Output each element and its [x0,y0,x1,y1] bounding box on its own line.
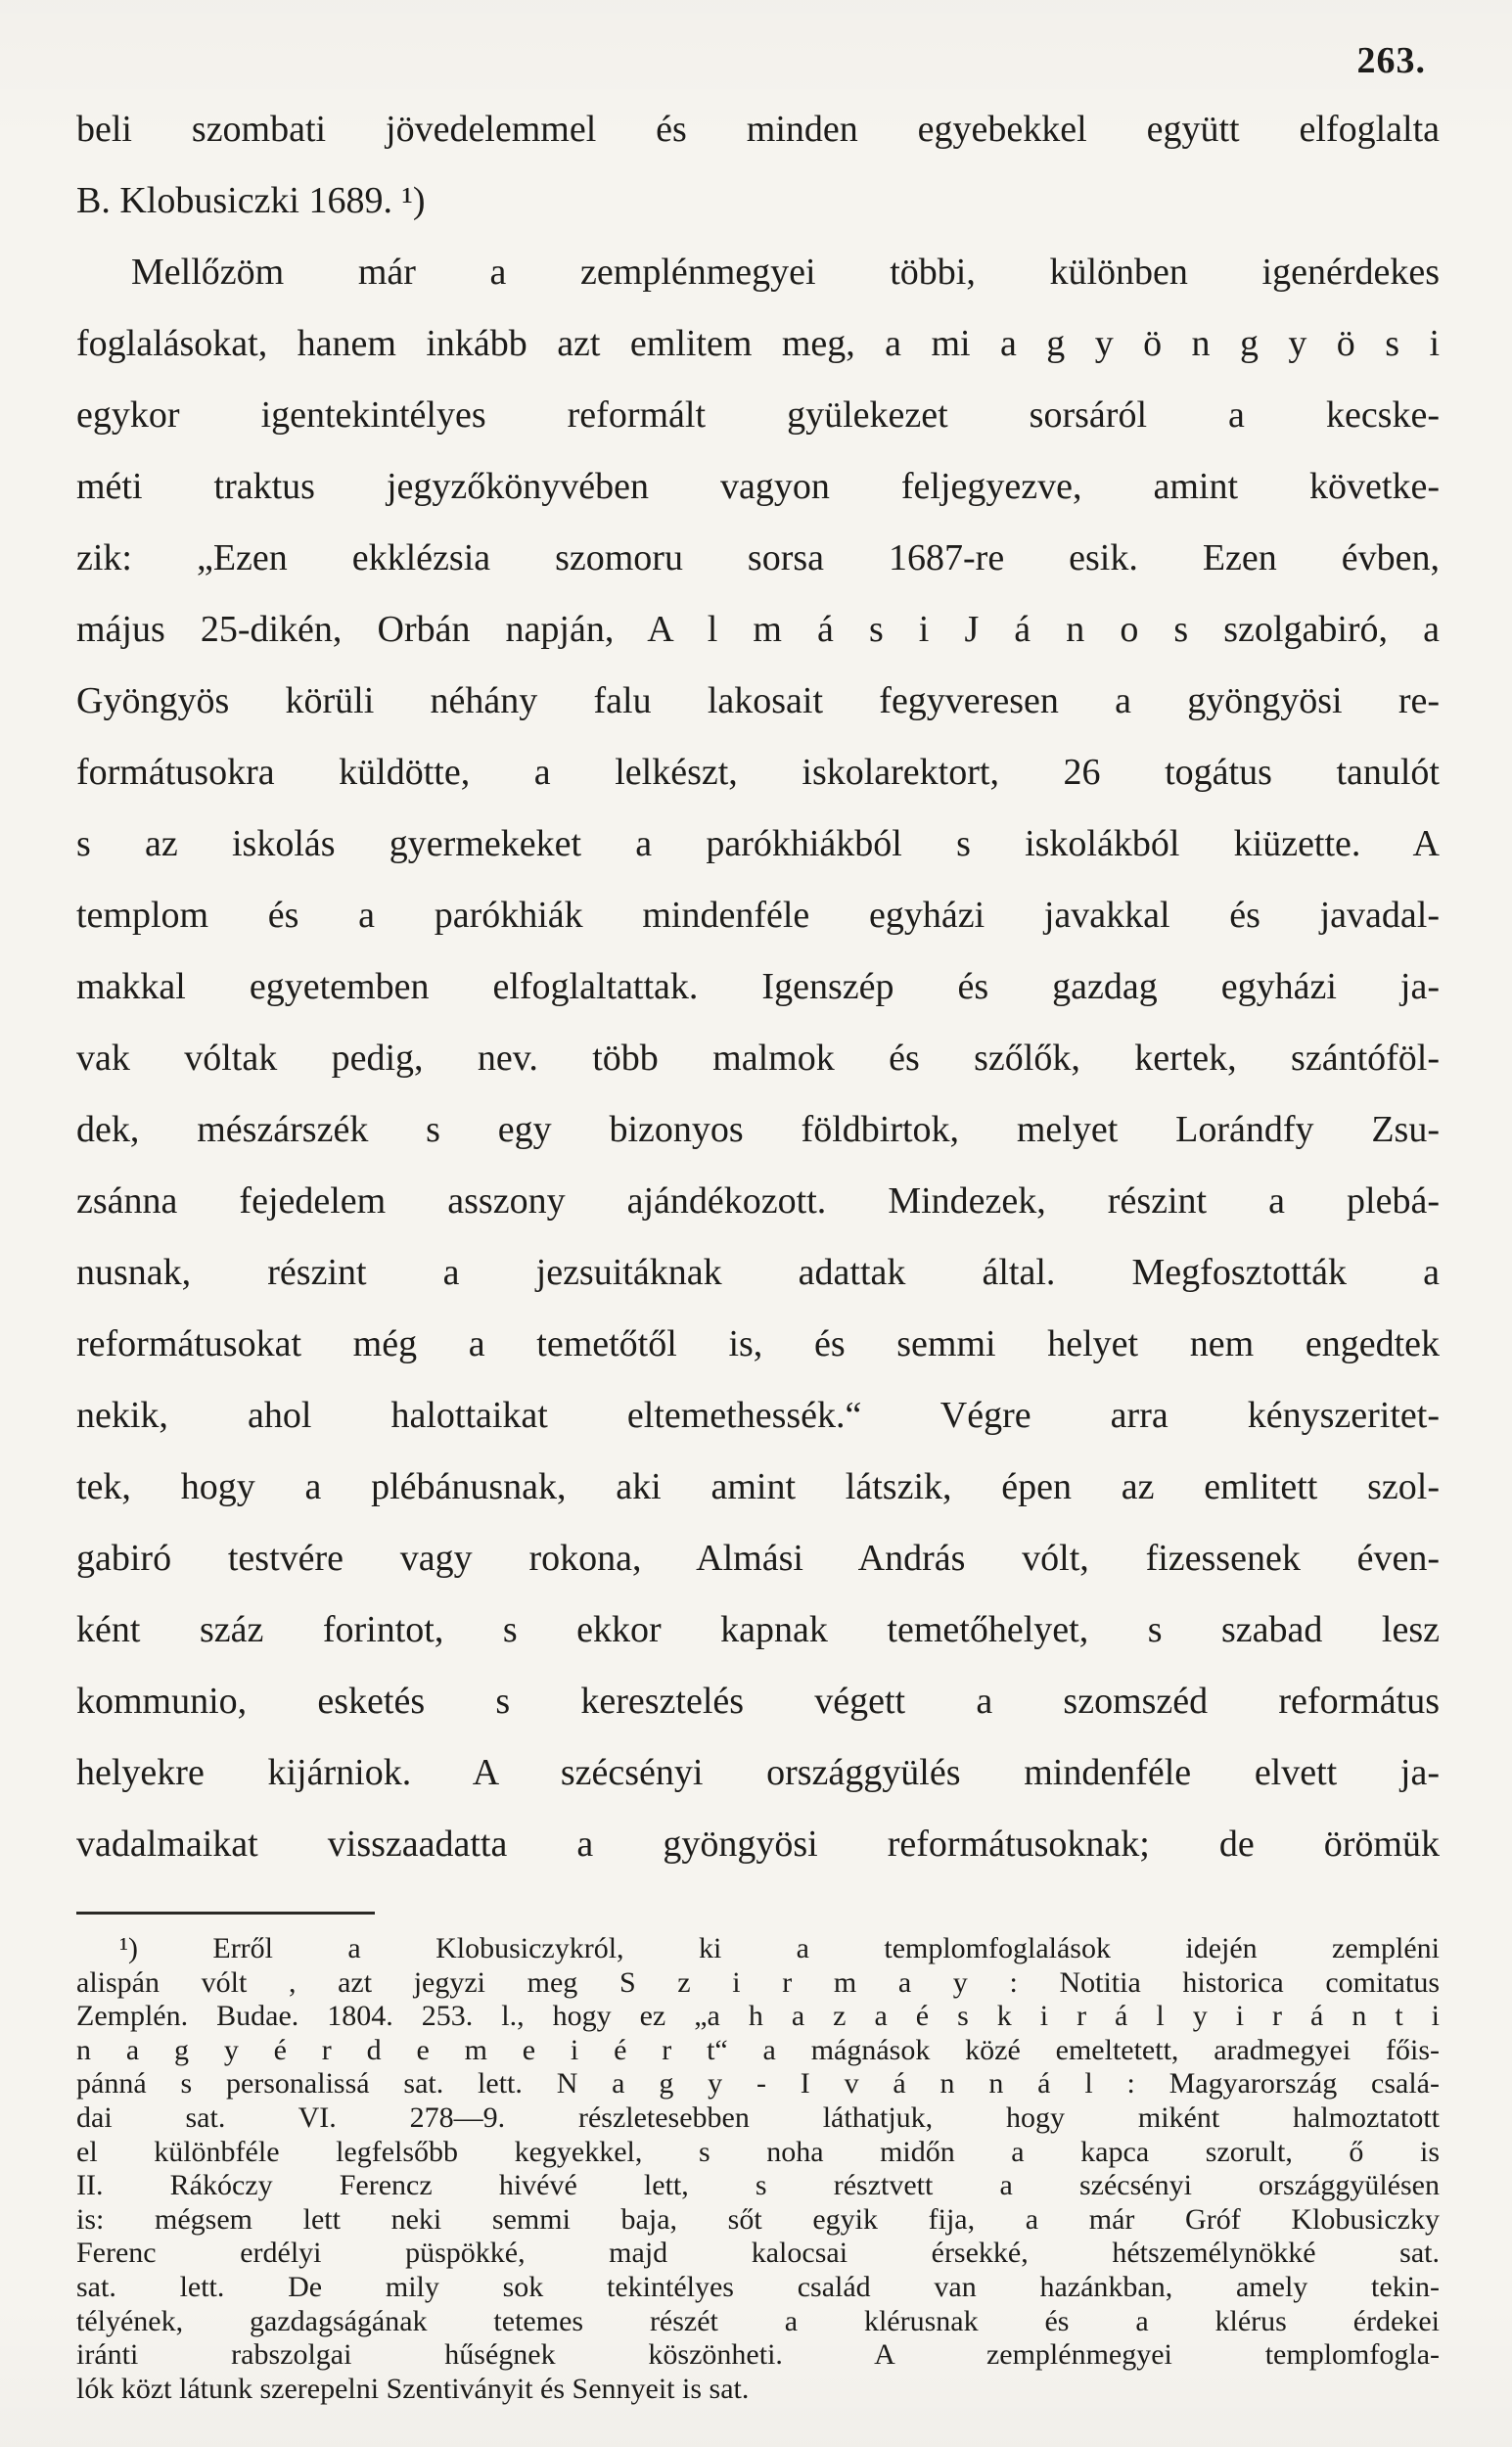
footnote-line: ¹) Erről a Klobusiczykról, ki a templomfoglalások idején zempléni [119,1932,1440,1964]
text-line: vadalmaikat visszaadatta a gyöngyösi reformátusoknak; de örömük [76,1824,1440,1865]
text-line: gabiró testvére vagy rokona, Almási András vólt, fizessenek éven- [76,1538,1440,1579]
text-line: beli szombati jövedelemmel és minden egyebekkel együtt elfoglalta [76,109,1440,150]
text-line: nekik, ahol halottaikat eltemethessék.“ Végre arra kényszeritet- [76,1395,1440,1436]
footnote-line: alispán vólt , azt jegyzi meg S z i r m a y : Notitia historica comitatus [76,1965,1440,1999]
footnote-line: is: mégsem lett neki semmi baja, sőt egyik fija, a már Gróf Klobusiczky [76,2202,1440,2236]
text-line: zik: „Ezen ekklézsia szomoru sorsa 1687-re esik. Ezen évben, [76,537,1440,578]
text-line: foglalásokat, hanem inkább azt emlitem meg, a mi a g y ö n g y ö s i [76,323,1440,364]
footnote-line: n a g y é r d e m e i é r t“ a mágnások közé emeltetett, aradmegyei főis- [76,2033,1440,2066]
text-line: ként száz forintot, s ekkor kapnak temetőhelyet, s szabad lesz [76,1609,1440,1650]
footnote-line: télyének, gazdagságának tetemes részét a klérusnak és a klérus érdekei [76,2304,1440,2337]
text-line: dek, mészárszék s egy bizonyos földbirtok, melyet Lorándfy Zsu- [76,1109,1440,1150]
text-line: helyekre kijárniok. A szécsényi országgyülés mindenféle elvett ja- [76,1752,1440,1793]
footnote-separator [76,1912,375,1915]
text-line: Mellőzöm már a zemplénmegyei többi, különben igenérdekes [131,252,1440,293]
text-line: egykor igentekintélyes reformált gyülekezet sorsáról a kecske- [76,394,1440,436]
text-line: Gyöngyös körüli néhány falu lakosait fegyveresen a gyöngyösi re- [76,680,1440,721]
footnote-line: lók közt látunk szerepelni Szentiványit és Sennyeit is sat. [76,2372,750,2405]
text-line: nusnak, részint a jezsuitáknak adattak által. Megfosztották a [76,1252,1440,1293]
footnote-line: dai sat. VI. 278—9. részletesebben láthatjuk, hogy miként halmoztatott [76,2101,1440,2134]
footnote-line: iránti rabszolgai hűségnek köszönheti. A zemplénmegyei templomfogla- [76,2338,1440,2372]
text-line: B. Klobusiczki 1689. ¹) [76,180,426,221]
body-text [76,94,1440,1880]
footnote-line: Zemplén. Budae. 1804. 253. l., hogy ez „a h a z a é s k i r á l y i r á n t i [76,2000,1440,2033]
text-line: zsánna fejedelem asszony ajándékozott. Mindezek, részint a plebá- [76,1180,1440,1222]
footnote-line: II. Rákóczy Ferencz hivévé lett, s résztvett a szécsényi országgyülésen [76,2169,1440,2202]
footnote-text [76,1932,1440,2406]
text-line: tek, hogy a plébánusnak, aki amint látszik, épen az emlitett szol- [76,1466,1440,1507]
text-line: makkal egyetemben elfoglaltattak. Igenszép és gazdag egyházi ja- [76,966,1440,1007]
text-line: s az iskolás gyermekeket a parókhiákból s iskolákból kiüzette. A [76,823,1440,864]
page-number: 263. [1356,40,1426,81]
text-line: vak vóltak pedig, nev. több malmok és szőlők, kertek, szántóföl- [76,1038,1440,1079]
text-line: méti traktus jegyzőkönyvében vagyon feljegyezve, amint követke- [76,466,1440,507]
footnote-line: sat. lett. De mily sok tekintélyes család van hazánkban, amely tekin- [76,2270,1440,2303]
footnote-line: Ferenc erdélyi püspökké, majd kalocsai érsekké, hétszemélynökké sat. [76,2237,1440,2270]
text-line: templom és a parókhiák mindenféle egyházi javakkal és javadal- [76,895,1440,936]
footnote-line: el különbféle legfelsőbb kegyekkel, s noha midőn a kapca szorult, ő is [76,2135,1440,2168]
text-line: formátusokra küldötte, a lelkészt, iskolarektort, 26 togátus tanulót [76,752,1440,793]
text-line: reformátusokat még a temetőtől is, és semmi helyet nem engedtek [76,1323,1440,1364]
footnote-line: pánná s personalissá sat. lett. N a g y - I v á n n á l : Magyarország csalá- [76,2067,1440,2101]
text-line: kommunio, esketés s keresztelés végett a szomszéd református [76,1681,1440,1722]
page-content [76,94,1440,2406]
text-line: május 25-dikén, Orbán napján, A l m á s i J á n o s szolgabiró, a [76,609,1440,650]
